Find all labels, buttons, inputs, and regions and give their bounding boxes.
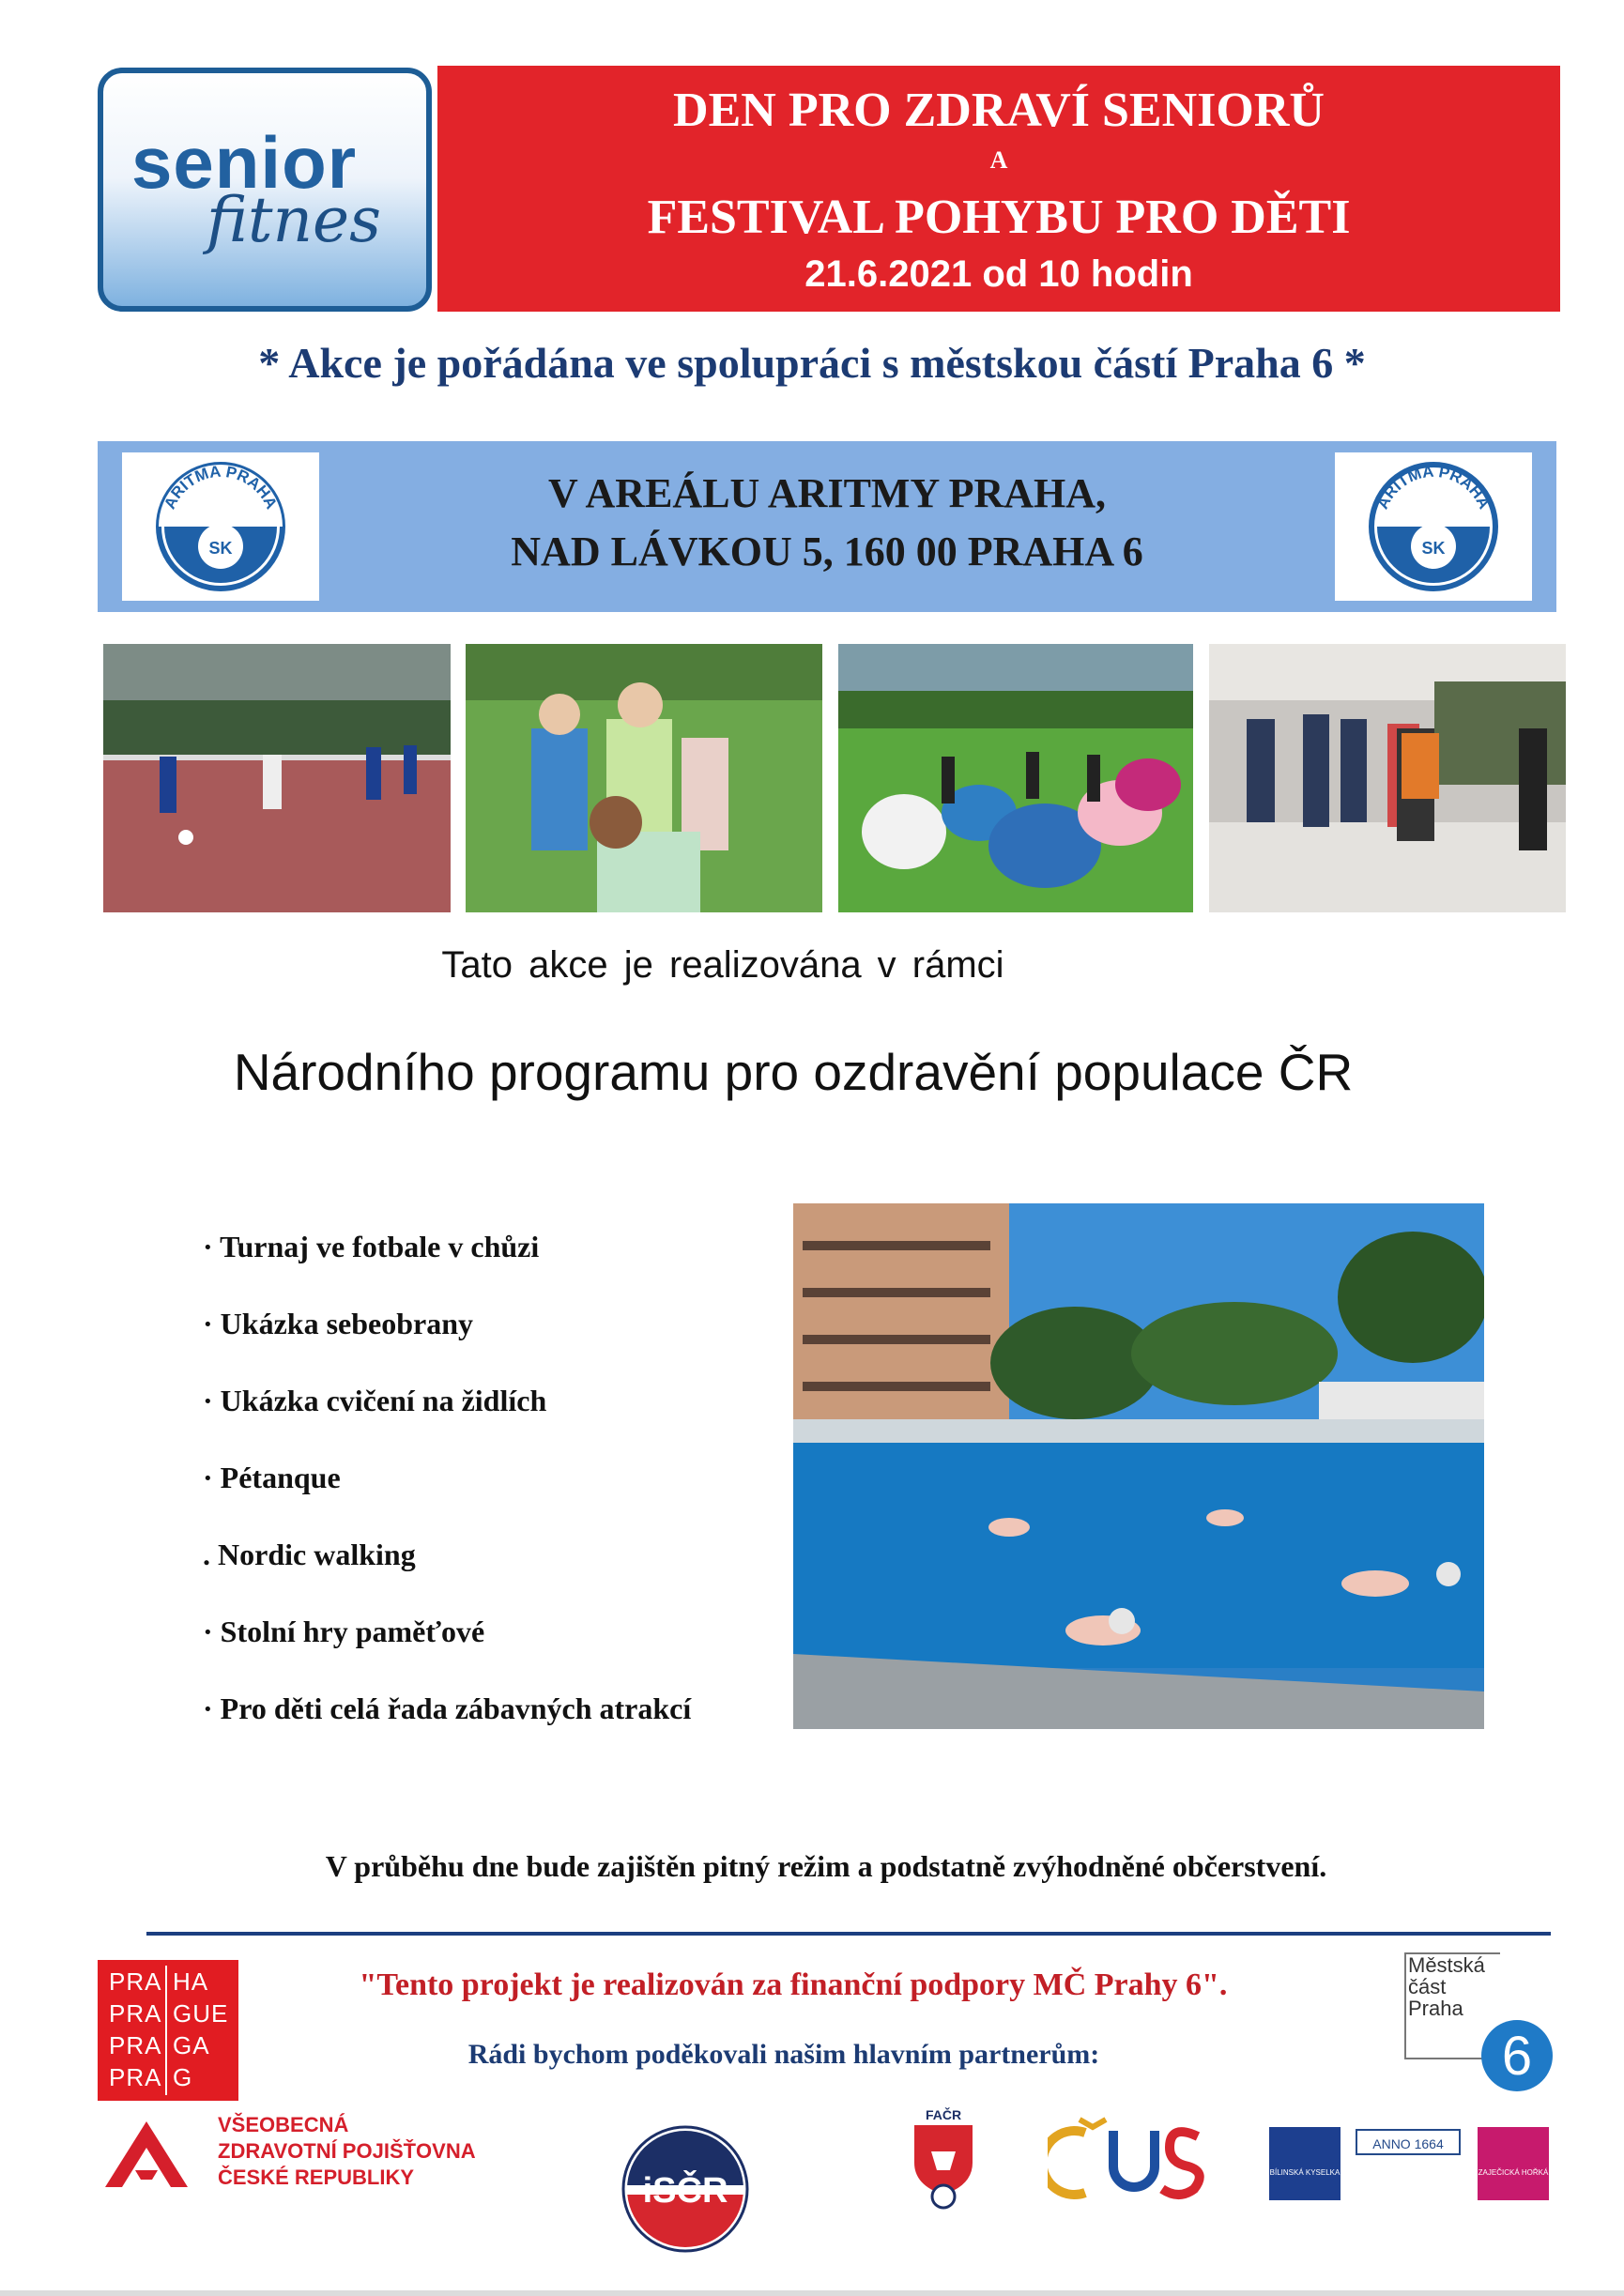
praha-logo-cell: PRA bbox=[109, 2031, 162, 2059]
iscr-logo bbox=[621, 2125, 749, 2253]
venue-name: V AREÁLU ARITMY PRAHA, bbox=[547, 470, 1107, 516]
vzp-line: ČESKÉ REPUBLIKY bbox=[218, 2166, 415, 2189]
logo-word-senior: senior bbox=[131, 121, 358, 204]
venue-address: NAD LÁVKOU 5, 160 00 PRAHA 6 bbox=[511, 528, 1143, 574]
zajecicka-horka-logo bbox=[1478, 2127, 1549, 2200]
club-center-text: SK bbox=[1421, 539, 1446, 558]
title-conjunction: A bbox=[989, 146, 1008, 174]
list-item: . Nordic walking bbox=[203, 1538, 416, 1571]
mc-praha6-logo bbox=[1404, 1952, 1555, 2106]
venue-banner bbox=[98, 441, 1556, 612]
page-bottom-edge bbox=[0, 2290, 1624, 2296]
event-date: 21.6.2021 od 10 hodin bbox=[804, 253, 1193, 295]
club-ring-text: ARITMA PRAHA bbox=[161, 462, 281, 513]
cus-logo bbox=[1048, 2114, 1207, 2204]
logo-word-fitnes: fitnes bbox=[207, 184, 381, 256]
title-seniors-health-day: DEN PRO ZDRAVÍ SENIORŮ bbox=[673, 84, 1325, 137]
bilinska-text: BÍLINSKÁ KYSELKA bbox=[1269, 2168, 1341, 2177]
facr-text: FAČR bbox=[925, 2107, 962, 2122]
mc-logo-line: Městská bbox=[1408, 1953, 1485, 1977]
mc-number: 6 bbox=[1501, 2026, 1533, 2087]
vzp-logo-icon bbox=[98, 2114, 195, 2193]
activity-list bbox=[203, 1230, 691, 1768]
praha-logo-cell: PRA bbox=[109, 2063, 162, 2091]
zajecicka-text: ZAJEČICKÁ HOŘKÁ bbox=[1478, 2168, 1549, 2177]
list-item: · Ukázka cvičení na židlích bbox=[203, 1384, 547, 1417]
praha-logo-cell: PRA bbox=[109, 1967, 162, 1996]
aritma-club-logo-right bbox=[1335, 452, 1532, 601]
vzp-logo-text bbox=[218, 2112, 476, 2191]
event-title-banner bbox=[437, 66, 1560, 312]
program-name: Národního programu pro ozdravění populace ČR bbox=[233, 1043, 1354, 1101]
anno-1664-logo: ANNO 1664 bbox=[1356, 2129, 1461, 2155]
dance-with-fabrics-photo bbox=[838, 644, 1193, 912]
footer-divider bbox=[146, 1932, 1551, 1936]
list-item: · Stolní hry paměťové bbox=[203, 1615, 485, 1648]
list-item: · Pro děti celá řada zábavných atrakcí bbox=[203, 1691, 692, 1725]
pool-exercise-photo bbox=[793, 1203, 1484, 1729]
list-item: · Turnaj ve fotbale v chůzi bbox=[203, 1230, 540, 1263]
nordic-walking-photo bbox=[1209, 644, 1566, 912]
iscr-text: iSČR bbox=[642, 2171, 728, 2211]
mc-logo-line: část bbox=[1408, 1975, 1447, 1998]
partners-thanks: Rádi bychom poděkovali našim hlavním partnerům: bbox=[467, 2039, 1100, 2070]
senior-fitnes-logo bbox=[98, 68, 432, 312]
praha-logo-cell: GUE bbox=[173, 1999, 229, 2028]
vzp-line: ZDRAVOTNÍ POJIŠŤOVNA bbox=[218, 2139, 476, 2163]
funding-statement: "Tento projekt je realizován za finanční podpory MČ Prahy 6". bbox=[359, 1967, 1228, 2002]
praha-logo-cell: PRA bbox=[109, 1999, 162, 2028]
list-item: · Pétanque bbox=[203, 1461, 341, 1494]
title-kids-movement-festival: FESTIVAL POHYBU PRO DĚTI bbox=[647, 191, 1351, 244]
vzp-line: VŠEOBECNÁ bbox=[218, 2113, 349, 2136]
praha-logo-cell: G bbox=[173, 2063, 193, 2091]
list-item: · Ukázka sebeobrany bbox=[203, 1307, 474, 1340]
refreshments-note: V průběhu dne bude zajištěn pitný režim a podstatně zvýhodněné občerstvení. bbox=[325, 1849, 1327, 1883]
cooperation-note: * Akce je pořádána ve spolupráci s městskou částí Praha 6 * bbox=[258, 339, 1366, 387]
facr-logo bbox=[909, 2106, 978, 2210]
club-ring-text: ARITMA PRAHA bbox=[1373, 462, 1494, 513]
mc-logo-line: Praha bbox=[1408, 1997, 1463, 2020]
club-center-text: SK bbox=[208, 539, 233, 558]
exercise-seniors-photo bbox=[466, 644, 822, 912]
praha-logo-cell: HA bbox=[173, 1967, 209, 1996]
mc-number-badge bbox=[1479, 2018, 1555, 2093]
program-intro: Tato akce je realizována v rámci bbox=[441, 944, 1004, 986]
walking-football-photo bbox=[103, 644, 451, 912]
praha-logo-cell: GA bbox=[173, 2031, 210, 2059]
bilinska-kyselka-logo bbox=[1269, 2127, 1341, 2200]
aritma-badge-icon bbox=[1335, 452, 1532, 601]
